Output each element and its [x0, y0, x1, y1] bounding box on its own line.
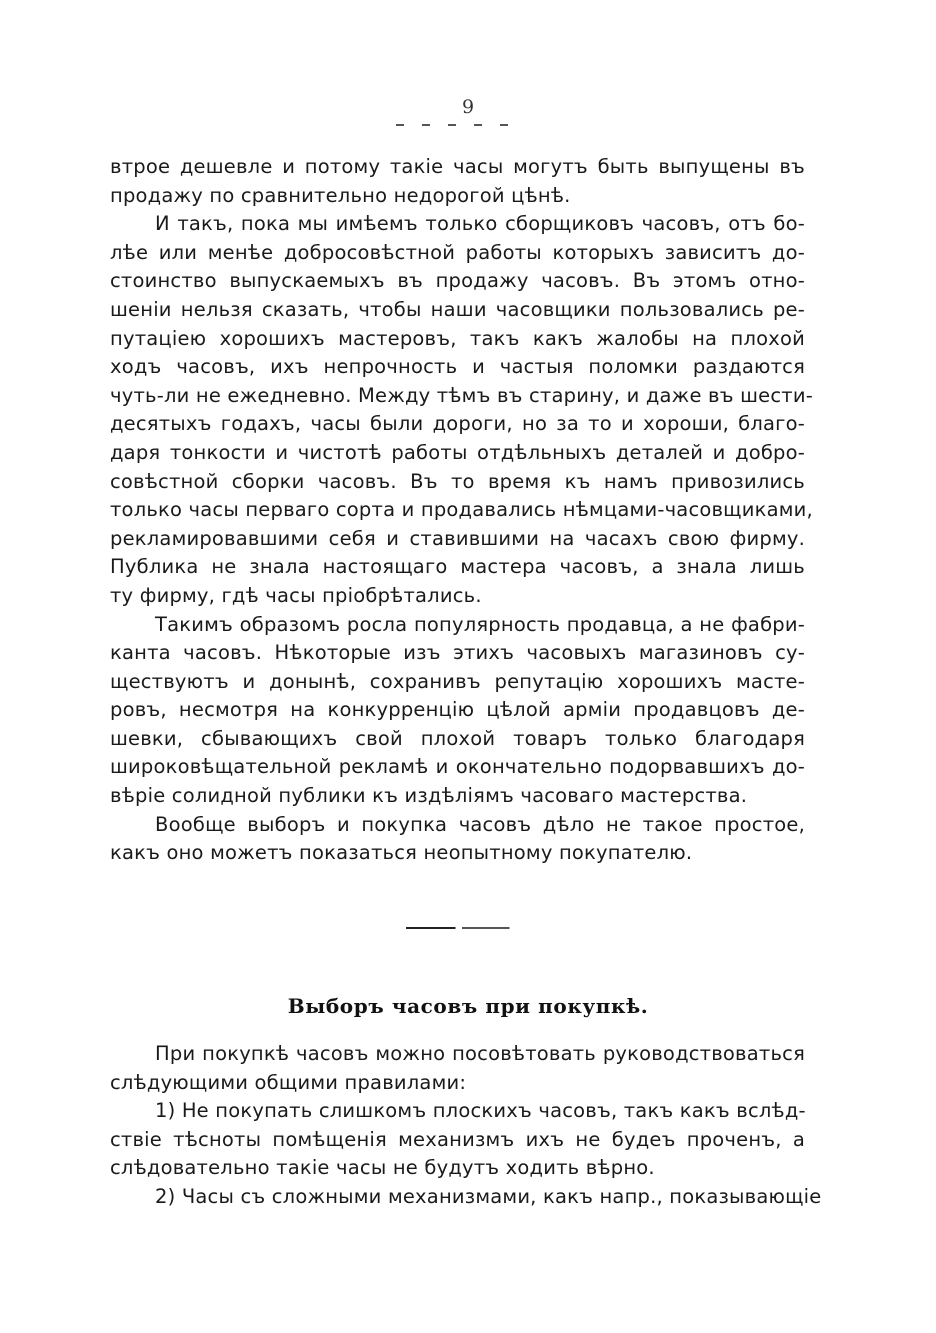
page-number: 9 [461, 96, 475, 118]
text-line: широковѣщательной рекламѣ и окончательно подорвавшихъ до- [110, 755, 805, 779]
section-title: Выборъ часовъ при покупкѣ. [287, 994, 649, 1018]
text-line: При покупкѣ часовъ можно посовѣтовать руководствоваться [155, 1042, 805, 1065]
text-line: Вообще выборъ и покупка часовъ дѣло не такое простое, [155, 812, 805, 836]
text-line: шенiи нельзя сказать, чтобы наши часовщики пользовались ре- [110, 297, 805, 321]
paragraph [110, 611, 805, 811]
text-line: ту фирму, гдѣ часы прiобрѣтались. [110, 583, 482, 607]
paragraph [110, 210, 813, 610]
text-line: И такъ, пока мы имѣемъ только сборщиковъ часовъ, отъ бо- [155, 212, 805, 236]
text-line: ровъ, несмотря на конкурренцiю цѣлой армiи продавцовъ де- [110, 698, 805, 722]
text-line: Публика не знала настоящаго мастера часовъ, а знала лишь [110, 555, 805, 579]
text-line: совѣстной сборки часовъ. Въ то время къ намъ привозились [110, 469, 805, 493]
text-line: 2) Часы съ сложными механизмами, какъ напр., показывающiе [155, 1184, 822, 1208]
text-line: ходъ часовъ, ихъ непрочность и частыя поломки раздаются [110, 355, 805, 379]
paragraph [110, 1040, 805, 1097]
paragraph [110, 153, 805, 210]
paragraph [110, 811, 805, 868]
text-line: продажу по сравнительно недорогой цѣнѣ. [110, 183, 571, 207]
header-rule [396, 124, 512, 126]
text-line: какъ оно можетъ показаться неопытному покупателю. [110, 841, 693, 865]
text-line: слѣдовательно такiе часы не будутъ ходить вѣрно. [110, 1156, 655, 1180]
text-line: вѣрiе солидной публики къ издѣлiямъ часоваго мастерства. [110, 784, 748, 808]
text-line: втрое дешевле и потому такie часы могутъ быть выпущены въ [110, 155, 805, 178]
text-line: ствiе тѣсноты помѣщенiя механизмъ ихъ не будеъ проченъ, а [110, 1127, 805, 1151]
text-block-bottom [110, 1040, 822, 1212]
text-line: чуть-ли не ежедневно. Между тѣмъ въ старину, и даже въ шести- [110, 383, 813, 407]
text-line: рекламировавшими себя и ставившими на часахъ свою фирму. [110, 526, 805, 550]
text-line: лѣе или менѣе добросовѣстной работы которыхъ зависитъ до- [110, 240, 805, 264]
text-line: даря тонкости и чистотѣ работы отдѣльныхъ деталей и добро- [110, 440, 805, 464]
text-block-top [110, 153, 813, 868]
text-line: шевки, сбывающихъ свой плохой товаръ только благодаря [110, 726, 805, 750]
text-line: стоинство выпускаемыхъ въ продажу часовъ. Въ этомъ отно- [110, 269, 805, 293]
text-line: десятыхъ годахъ, часы были дороги, но за то и хороши, благо- [110, 412, 805, 436]
text-line: ществуютъ и донынѣ, сохранивъ репутацiю хорошихъ масте- [110, 669, 805, 693]
text-line: 1) Не покупать слишкомъ плоскихъ часовъ, такъ какъ вслѣд- [155, 1099, 806, 1123]
text-line: Такимъ образомъ росла популярность продавца, а не фабри- [155, 612, 805, 636]
paragraph [110, 1183, 822, 1212]
text-line: путацiею хорошихъ мастеровъ, такъ какъ жалобы на плохой [110, 326, 805, 350]
text-line: только часы перваго сорта и продавались нѣмцами-часовщиками, [110, 498, 813, 522]
section-divider [406, 927, 514, 929]
paragraph [110, 1097, 805, 1183]
text-line: слѣдующими общими правилами: [110, 1070, 467, 1094]
text-line: канта часовъ. Нѣкоторые изъ этихъ часовыхъ магазиновъ су- [110, 641, 805, 665]
